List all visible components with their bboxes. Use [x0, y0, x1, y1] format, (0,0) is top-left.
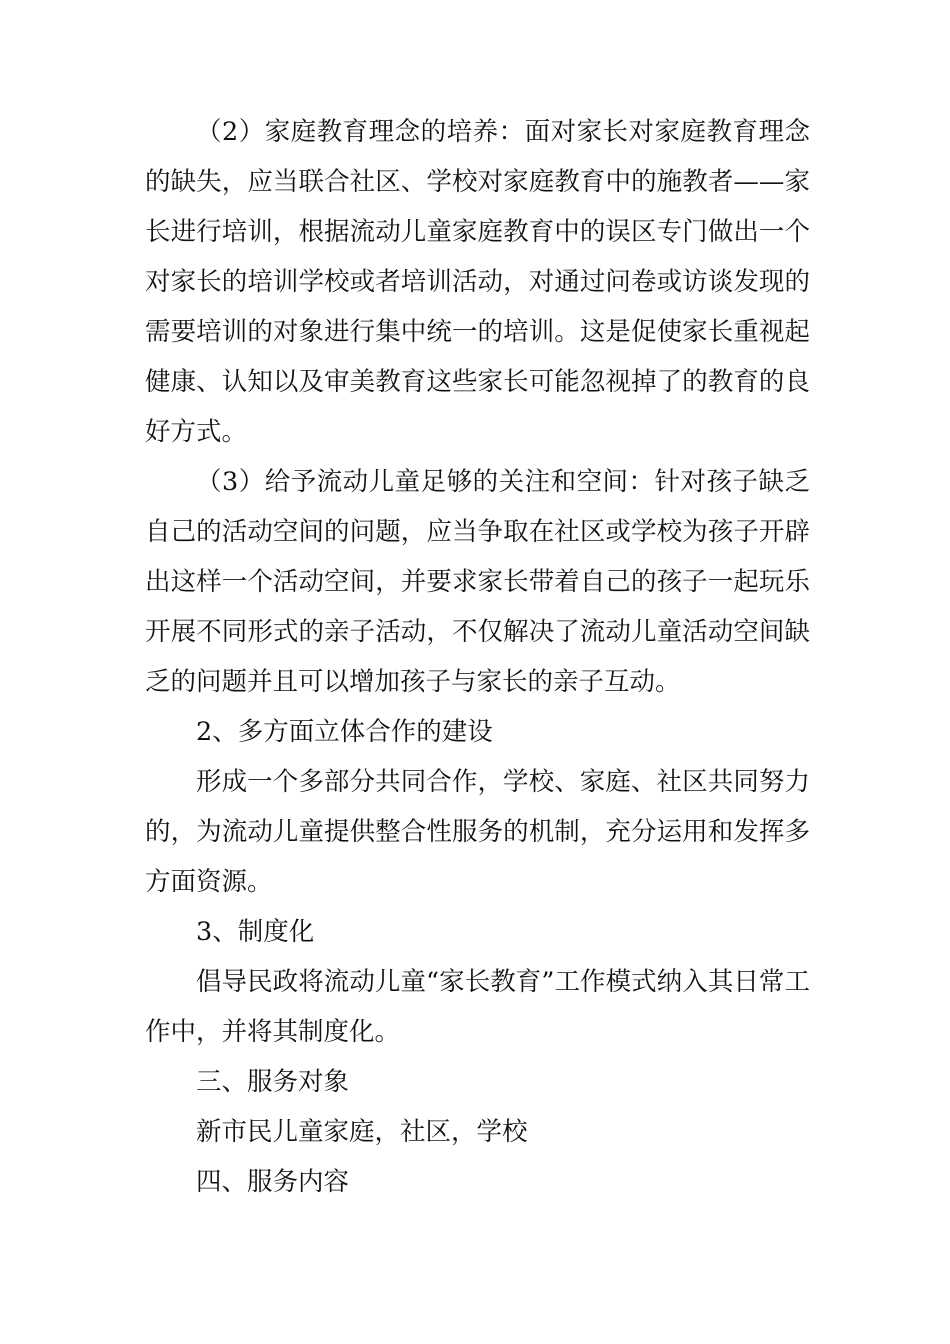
- heading-service-content: 四、服务内容: [196, 1167, 350, 1197]
- paragraph-family-education-concept: （2）家庭教育理念的培养：面对家长对家庭教育理念的缺失，应当联合社区、学校对家庭教育中的施教者——家长进行培训，根据流动儿童家庭教育中的误区专门做出一个对家长的培训学校或者培训活动，对通过问卷或访谈发现的需要培训的对象进行集中统一的培训。这是促使家长重视起健康、认知以及审美教育这些家长可能忽视掉了的教育的良好方式。: [145, 117, 810, 447]
- paragraph-cooperation-mechanism: 形成一个多部分共同合作，学校、家庭、社区共同努力的，为流动儿童提供整合性服务的机制，充分运用和发挥多方面资源。: [145, 767, 810, 897]
- heading-multi-party-cooperation: 2、多方面立体合作的建设: [196, 717, 493, 747]
- heading-service-target: 三、服务对象: [196, 1067, 350, 1097]
- paragraph-attention-and-space: （3）给予流动儿童足够的关注和空间：针对孩子缺乏自己的活动空间的问题，应当争取在社区或学校为孩子开辟出这样一个活动空间，并要求家长带着自己的孩子一起玩乐开展不同形式的亲子活动，不仅解决了流动儿童活动空间缺乏的问题并且可以增加孩子与家长的亲子互动。: [145, 467, 810, 697]
- paragraph-institutionalization: 倡导民政将流动儿童“家长教育”工作模式纳入其日常工作中，并将其制度化。: [145, 967, 810, 1047]
- paragraph-service-target: 新市民儿童家庭，社区，学校: [196, 1117, 528, 1147]
- document-body: [145, 107, 810, 1207]
- heading-institutionalization: 3、制度化: [196, 917, 315, 947]
